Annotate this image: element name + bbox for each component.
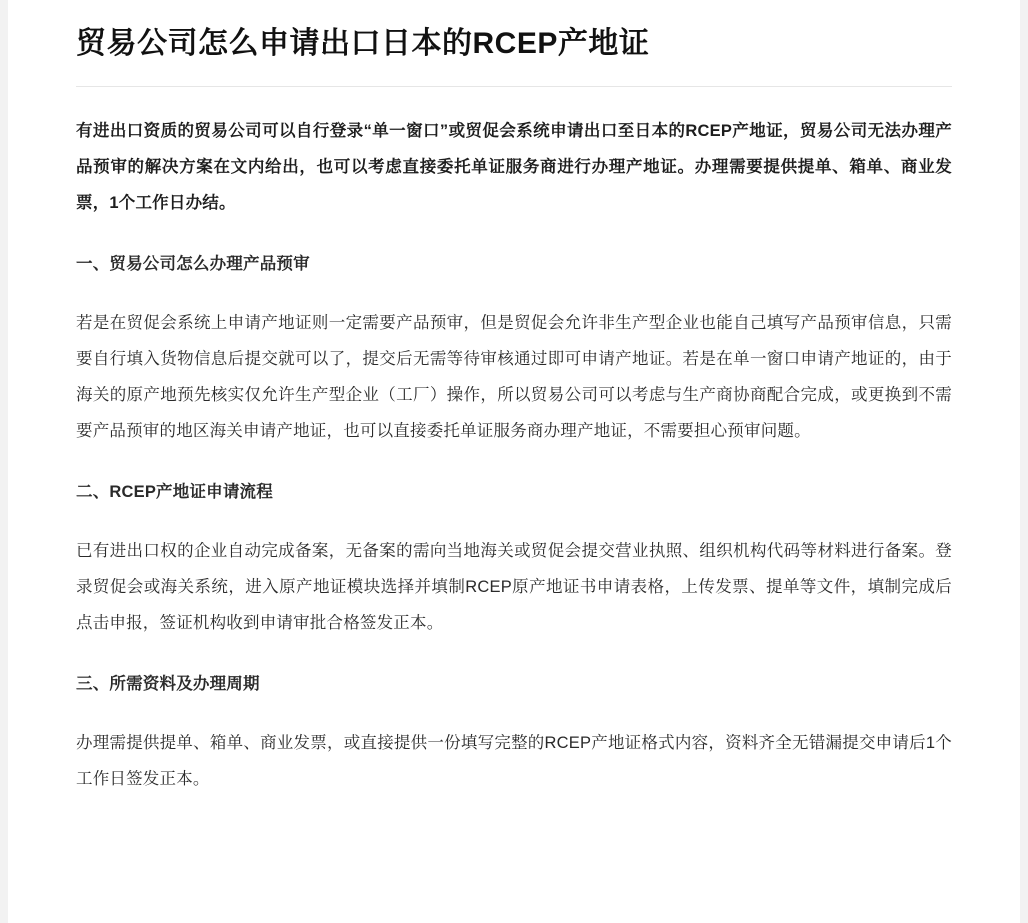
section-body-2: 已有进出口权的企业自动完成备案，无备案的需向当地海关或贸促会提交营业执照、组织机构代码等材料进行备案。登录贸促会或海关系统，进入原产地证模块选择并填制RCEP原产地证书申请表格，上传发票、提单等文件，填制完成后点击申报，签证机构收到申请审批合格签发正本。	[76, 542, 952, 632]
section-heading-3: 三、所需资料及办理周期	[76, 675, 260, 693]
article-summary: 有进出口资质的贸易公司可以自行登录“单一窗口”或贸促会系统申请出口至日本的RCEP产地证，贸易公司无法办理产品预审的解决方案在文内给出，也可以考虑直接委托单证服务商进行办理产地证。办理需要提供提单、箱单、商业发票，1个工作日办结。	[76, 122, 952, 212]
section-body-3: 办理需提供提单、箱单、商业发票，或直接提供一份填写完整的RCEP产地证格式内容，资料齐全无错漏提交申请后1个工作日签发正本。	[76, 734, 952, 788]
section-body-1: 若是在贸促会系统上申请产地证则一定需要产品预审，但是贸促会允许非生产型企业也能自己填写产品预审信息，只需要自行填入货物信息后提交就可以了，提交后无需等待审核通过即可申请产地证。若是在单一窗口申请产地证的，由于海关的原产地预先核实仅允许生产型企业（工厂）操作，所以贸易公司可以考虑与生产商协商配合完成，或更换到不需要产品预审的地区海关申请产地证，也可以直接委托单证服务商办理产地证，不需要担心预审问题。	[76, 314, 952, 440]
article-container	[8, 0, 1020, 883]
section-heading-1: 一、贸易公司怎么办理产品预审	[76, 255, 310, 273]
section-heading-2: 二、RCEP产地证申请流程	[76, 483, 273, 501]
bottom-spacer	[76, 823, 952, 883]
document-sheet	[8, 0, 1020, 923]
title-divider	[76, 86, 952, 87]
page-title: 贸易公司怎么申请出口日本的RCEP产地证	[76, 27, 650, 60]
